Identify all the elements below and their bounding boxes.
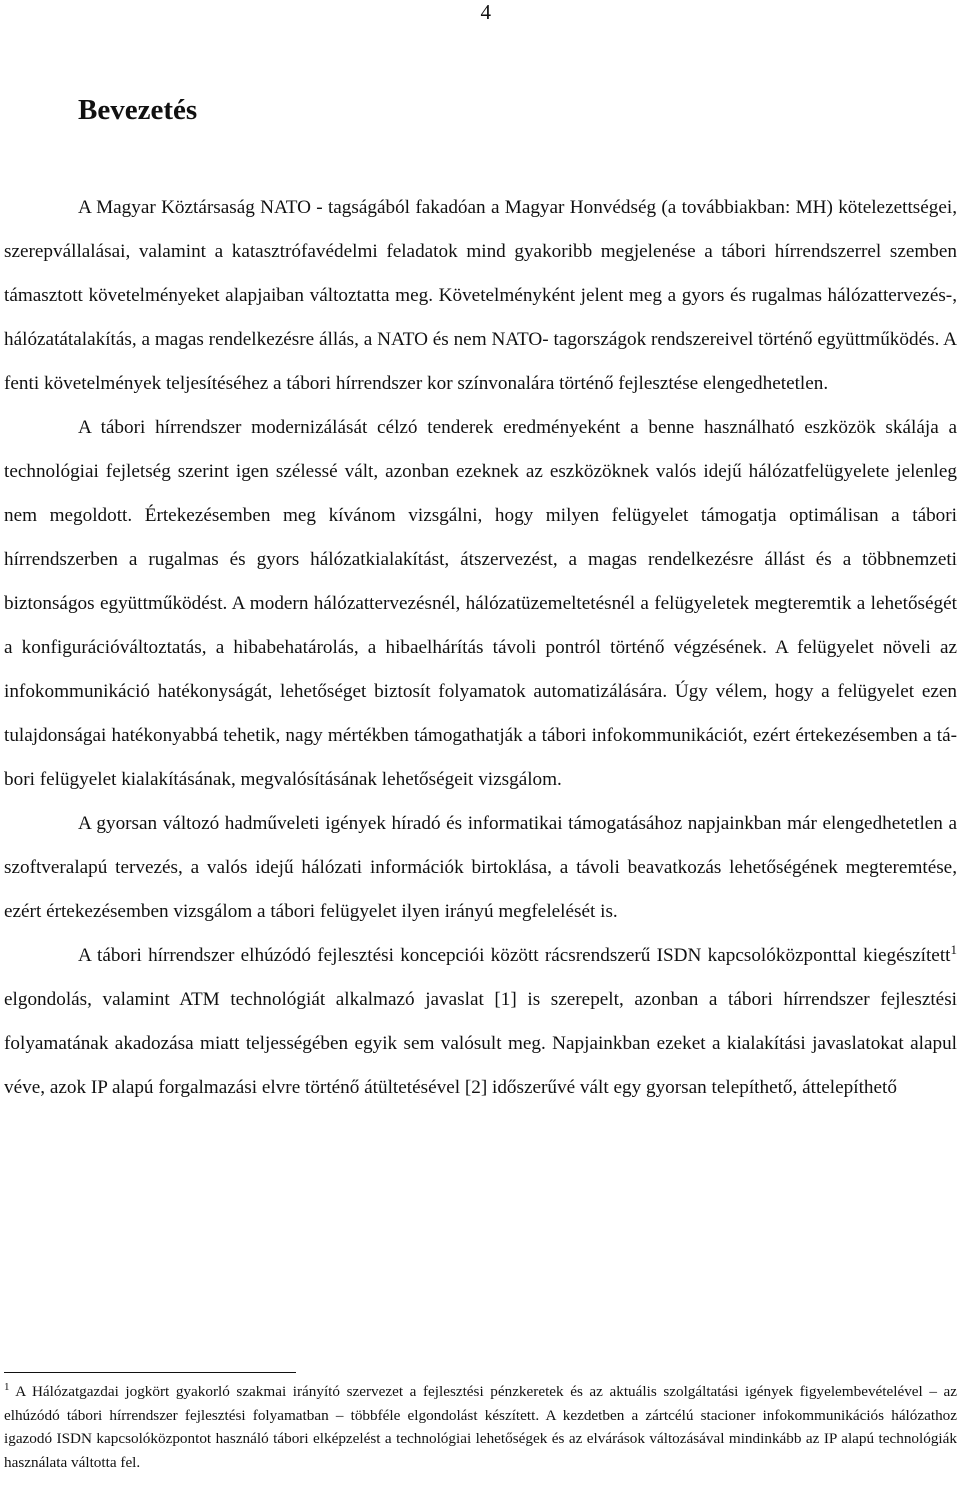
paragraph-1: A Magyar Köztársaság NATO - tagságából fakadóan a Magyar Honvédség (a továbbiakban: MH) kötelezettségei, szerepvállalásai, valamint a katasztrófavédelmi feladatok mind gyakoribb megjelenése a tábori hírrendszerrel szemben támasztott követelményeket alapjaiban változtatta meg. Követelményként jelent meg a gyors és rugalmas hálózattervezés-, hálózatátalakítás, a magas rendelkezésre állás, a NATO és nem NATO- tagországok rendszereivel történő együttműködés. A fenti követelmények teljesítéséhez a tábori hírrendszer kor színvonalára történő fejlesztése elengedhetetlen. xyxy=(4,197,957,394)
paragraph-4-text-before-ref: A tábori hírrendszer elhúzódó fejlesztési koncepciói között rácsrendszerű ISDN kapcsolóközponttal kiegészített xyxy=(78,945,951,966)
footnote-separator xyxy=(4,1372,296,1373)
footnote xyxy=(4,1380,957,1474)
paragraph-4 xyxy=(4,934,957,1110)
paragraph-4-text-after-ref: elgondolás, valamint ATM technológiát alkalmazó javaslat [1] is szerepelt, azonban a tábori hírrendszer fejlesztési folyamatának akadozása miatt teljességében egyik sem valósult meg. Napjainkban ezeket a kialakítási javaslatokat alapul véve, azok IP alapú forgalmazási elvre történő átültetésével [2] időszerűvé vált egy gyorsan telepíthető, áttelepíthető xyxy=(4,989,957,1098)
paragraph-3: A gyorsan változó hadműveleti igények híradó és informatikai támogatásához napjainkban már elengedhetetlen a szoftveralapú tervezés, a valós idejű hálózati információk birtoklása, a távoli beavatkozás lehetőségének megteremtése, ezért értekezésemben vizsgálom a tábori felügyelet ilyen irányú megfelelését is. xyxy=(4,813,957,922)
section-title: Bevezetés xyxy=(78,94,198,126)
footnote-text: A Hálózatgazdai jogkört gyakorló szakmai irányító szervezet a fejlesztési pénzkeretek és az aktuális szolgáltatási igények figyelembevételével – az elhúzódó tábori hírrendszer fejlesztési folyamatban – többféle elgondolást készített. A kezdetben a zártcélú stacioner infokommunikációs hálózathoz igazodó ISDN kapcsolóközpontot használó tábori elképzelést a technológiai lehetőségek és az elvárások változásával mindinkább az IP alapú technológiák használata váltotta fel. xyxy=(4,1383,957,1471)
footnote-marker: 1 xyxy=(4,1381,10,1393)
footnote-reference: 1 xyxy=(950,942,957,957)
page-number: 4 xyxy=(480,0,491,24)
body-text xyxy=(4,186,957,1110)
paragraph-2: A tábori hírrendszer modernizálását célzó tenderek eredményeként a benne használható eszközök skálája a technológiai fejletség szerint igen szélessé vált, azonban ezeknek az eszközöknek valós idejű hálózatfelügyelete jelenleg nem megoldott. Értekezésemben meg kívánom vizsgálni, hogy milyen felügyelet támogatja optimálisan a tábori hírrendszerben a rugalmas és gyors hálózatkialakítást, átszervezést, a magas rendelkezésre állást és a többnemzeti biztonságos együttműködést. A modern hálózattervezésnél, hálózatüzemeltetésnél a felügyeletek megteremtik a lehetőségét a konfigurációváltoztatás, a hibabehatárolás, a hibaelhárítás távoli pontról történő végzésének. A felügyelet növeli az infokommunikáció hatékonyságát, lehetőséget biztosít folyamatok automatizálására. Úgy vélem, hogy a felügyelet ezen tulajdonságai hatékonyabbá tehetik, nagy mértékben támogathatják a tábori infokommunikációt, ezért értekezésemben a tábori felügyelet kialakításának, megvalósításának lehetőségeit vizsgálom. xyxy=(4,417,957,790)
